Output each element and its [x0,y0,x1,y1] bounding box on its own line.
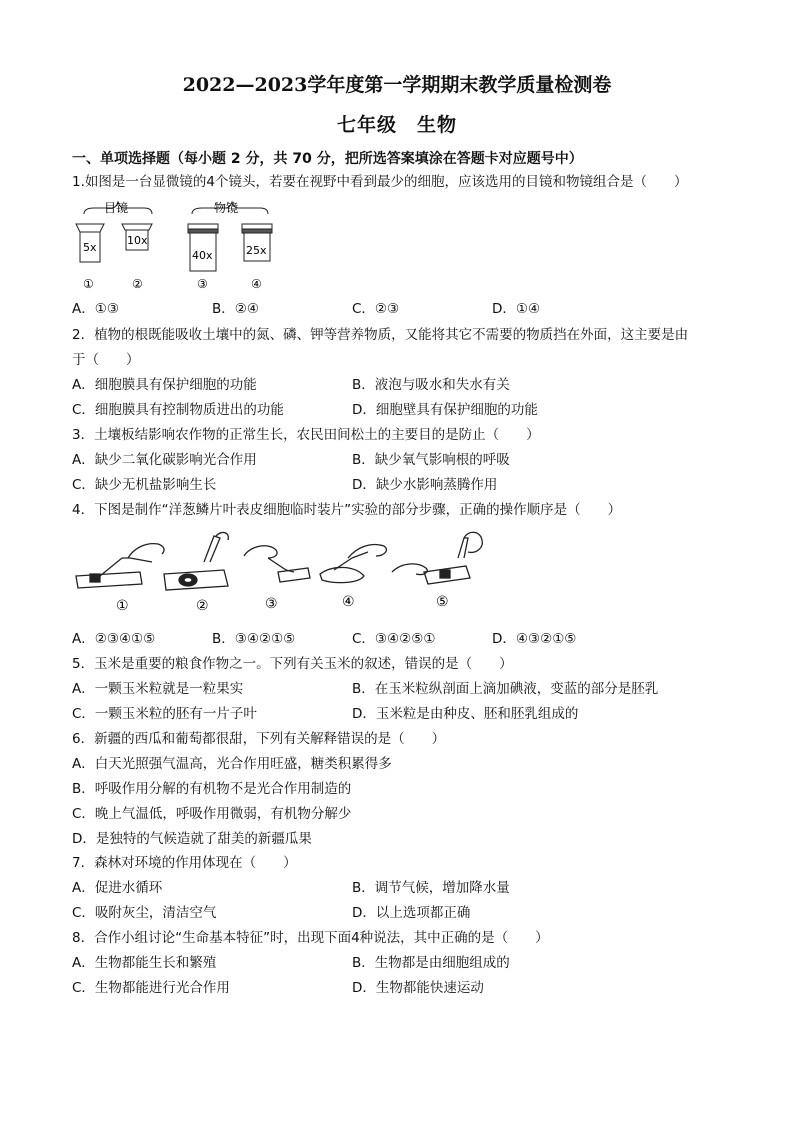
q6-option-c: C．晚上气温低，呼吸作用微弱，有机物分解少 [72,806,352,822]
question-6-stem: 6．新疆的西瓜和葡萄都很甜，下列有关解释错误的是（ ） [72,731,446,747]
q5-option-d: D．玉米粒是由种皮、胚和胚乳组成的 [352,706,579,722]
objective-lens-25x [242,224,272,261]
question-5-stem: 5．玉米是重要的粮食作物之一。下列有关玉米的叙述，错误的是（ ） [72,656,513,672]
svg-text:5x: 5x [83,241,97,254]
q7-option-b: B．调节气候，增加降水量 [352,880,510,896]
step-number-2: ② [196,598,209,614]
question-2-stem: 2．植物的根既能吸收土壤中的氮、磷、钾等营养物质，又能将其它不需要的物质挡在外面，这主要是由 [72,327,689,343]
q5-option-c: C．一颗玉米粒的胚有一片子叶 [72,706,257,722]
q2-option-a: A．细胞膜具有保护细胞的功能 [72,377,257,393]
lens-number-2: ② [132,277,143,291]
q4-option-d: D．④③②①⑤ [492,631,577,647]
q4-option-a: A．②③④①⑤ [72,631,156,647]
q5-option-b: B．在玉米粒纵剖面上滴加碘液，变蓝的部分是胚乳 [352,681,659,697]
q3-option-a: A．缺少二氧化碳影响光合作用 [72,452,257,468]
question-2-stem-cont: 于（ ） [72,352,140,368]
eyepiece-lens-10x [122,224,152,250]
svg-text:10x: 10x [127,234,148,247]
lens-number-3: ③ [197,277,208,291]
step-2-illustration [164,533,228,590]
step-5-illustration [392,532,482,584]
step-number-4: ④ [342,594,355,610]
q7-option-a: A．促进水循环 [72,880,163,896]
step-number-3: ③ [265,596,278,612]
q1-option-a: A．①③ [72,301,119,317]
question-7-stem: 7．森林对环境的作用体现在（ ） [72,855,297,871]
q7-option-d: D．以上选项都正确 [352,905,471,921]
question-8-stem: 8．合作小组讨论“生命基本特征”时，出现下面4种说法，其中正确的是（ ） [72,930,549,946]
q3-option-b: B．缺少氧气影响根的呼吸 [352,452,510,468]
step-number-1: ① [116,598,129,614]
q8-option-b: B．生物都是由细胞组成的 [352,955,510,971]
eyepiece-lens-5x [76,224,104,262]
q1-option-d: D．①④ [492,301,541,317]
q2-option-d: D．细胞壁具有保护细胞的功能 [352,402,538,418]
q3-option-d: D．缺少水影响蒸腾作用 [352,477,498,493]
q8-option-c: C．生物都能进行光合作用 [72,980,230,996]
exam-subtitle: 七年级 生物 [336,114,457,136]
microscope-lens-figure [70,194,300,298]
step-number-5: ⑤ [436,594,449,610]
q4-option-b: B．③④②①⑤ [212,631,296,647]
q1-option-b: B．②④ [212,301,259,317]
q3-option-c: C．缺少无机盐影响生长 [72,477,217,493]
q5-option-a: A．一颗玉米粒就是一粒果实 [72,681,244,697]
objective-lens-40x [188,224,218,271]
svg-text:40x: 40x [192,249,213,262]
lens-number-1: ① [83,277,94,291]
q6-option-b: B．呼吸作用分解的有机物不是光合作用制造的 [72,781,352,797]
q4-option-c: C．③④②⑤① [352,631,436,647]
section-heading: 一、单项选择题（每小题 2 分，共 70 分，把所选答案填涂在答题卡对应题号中） [72,151,583,167]
q7-option-c: C．吸附灰尘，清洁空气 [72,905,217,921]
q2-option-c: C．细胞膜具有控制物质进出的功能 [72,402,284,418]
q6-option-d: D．是独特的气候造就了甜美的新疆瓜果 [72,831,312,847]
question-4-stem: 4．下图是制作“洋葱鳞片叶表皮细胞临时装片”实验的部分步骤，正确的操作顺序是（ ） [72,502,622,518]
q2-option-b: B．液泡与吸水和失水有关 [352,377,510,393]
q8-option-a: A．生物都能生长和繁殖 [72,955,217,971]
step-1-illustration [76,544,164,588]
objective-label: 物镜 [214,201,239,215]
q1-option-c: C．②③ [352,301,400,317]
slide-preparation-figure [72,528,502,618]
step-3-illustration [244,546,310,582]
q8-option-d: D．生物都能快速运动 [352,980,484,996]
lens-number-4: ④ [251,277,262,291]
exam-title: 2022—2023学年度第一学期期末教学质量检测卷 [182,74,612,96]
q6-option-a: A．白天光照强气温高，光合作用旺盛，糖类积累得多 [72,756,392,772]
eyepiece-label: 目镜 [104,201,129,215]
svg-text:25x: 25x [246,244,267,257]
question-3-stem: 3．土壤板结影响农作物的正常生长，农民田间松土的主要目的是防止（ ） [72,427,540,443]
step-4-illustration [320,545,386,583]
question-1-stem: 1.如图是一台显微镜的4个镜头，若要在视野中看到最少的细胞，应该选用的目镜和物镜组合是（ ） [72,174,688,190]
